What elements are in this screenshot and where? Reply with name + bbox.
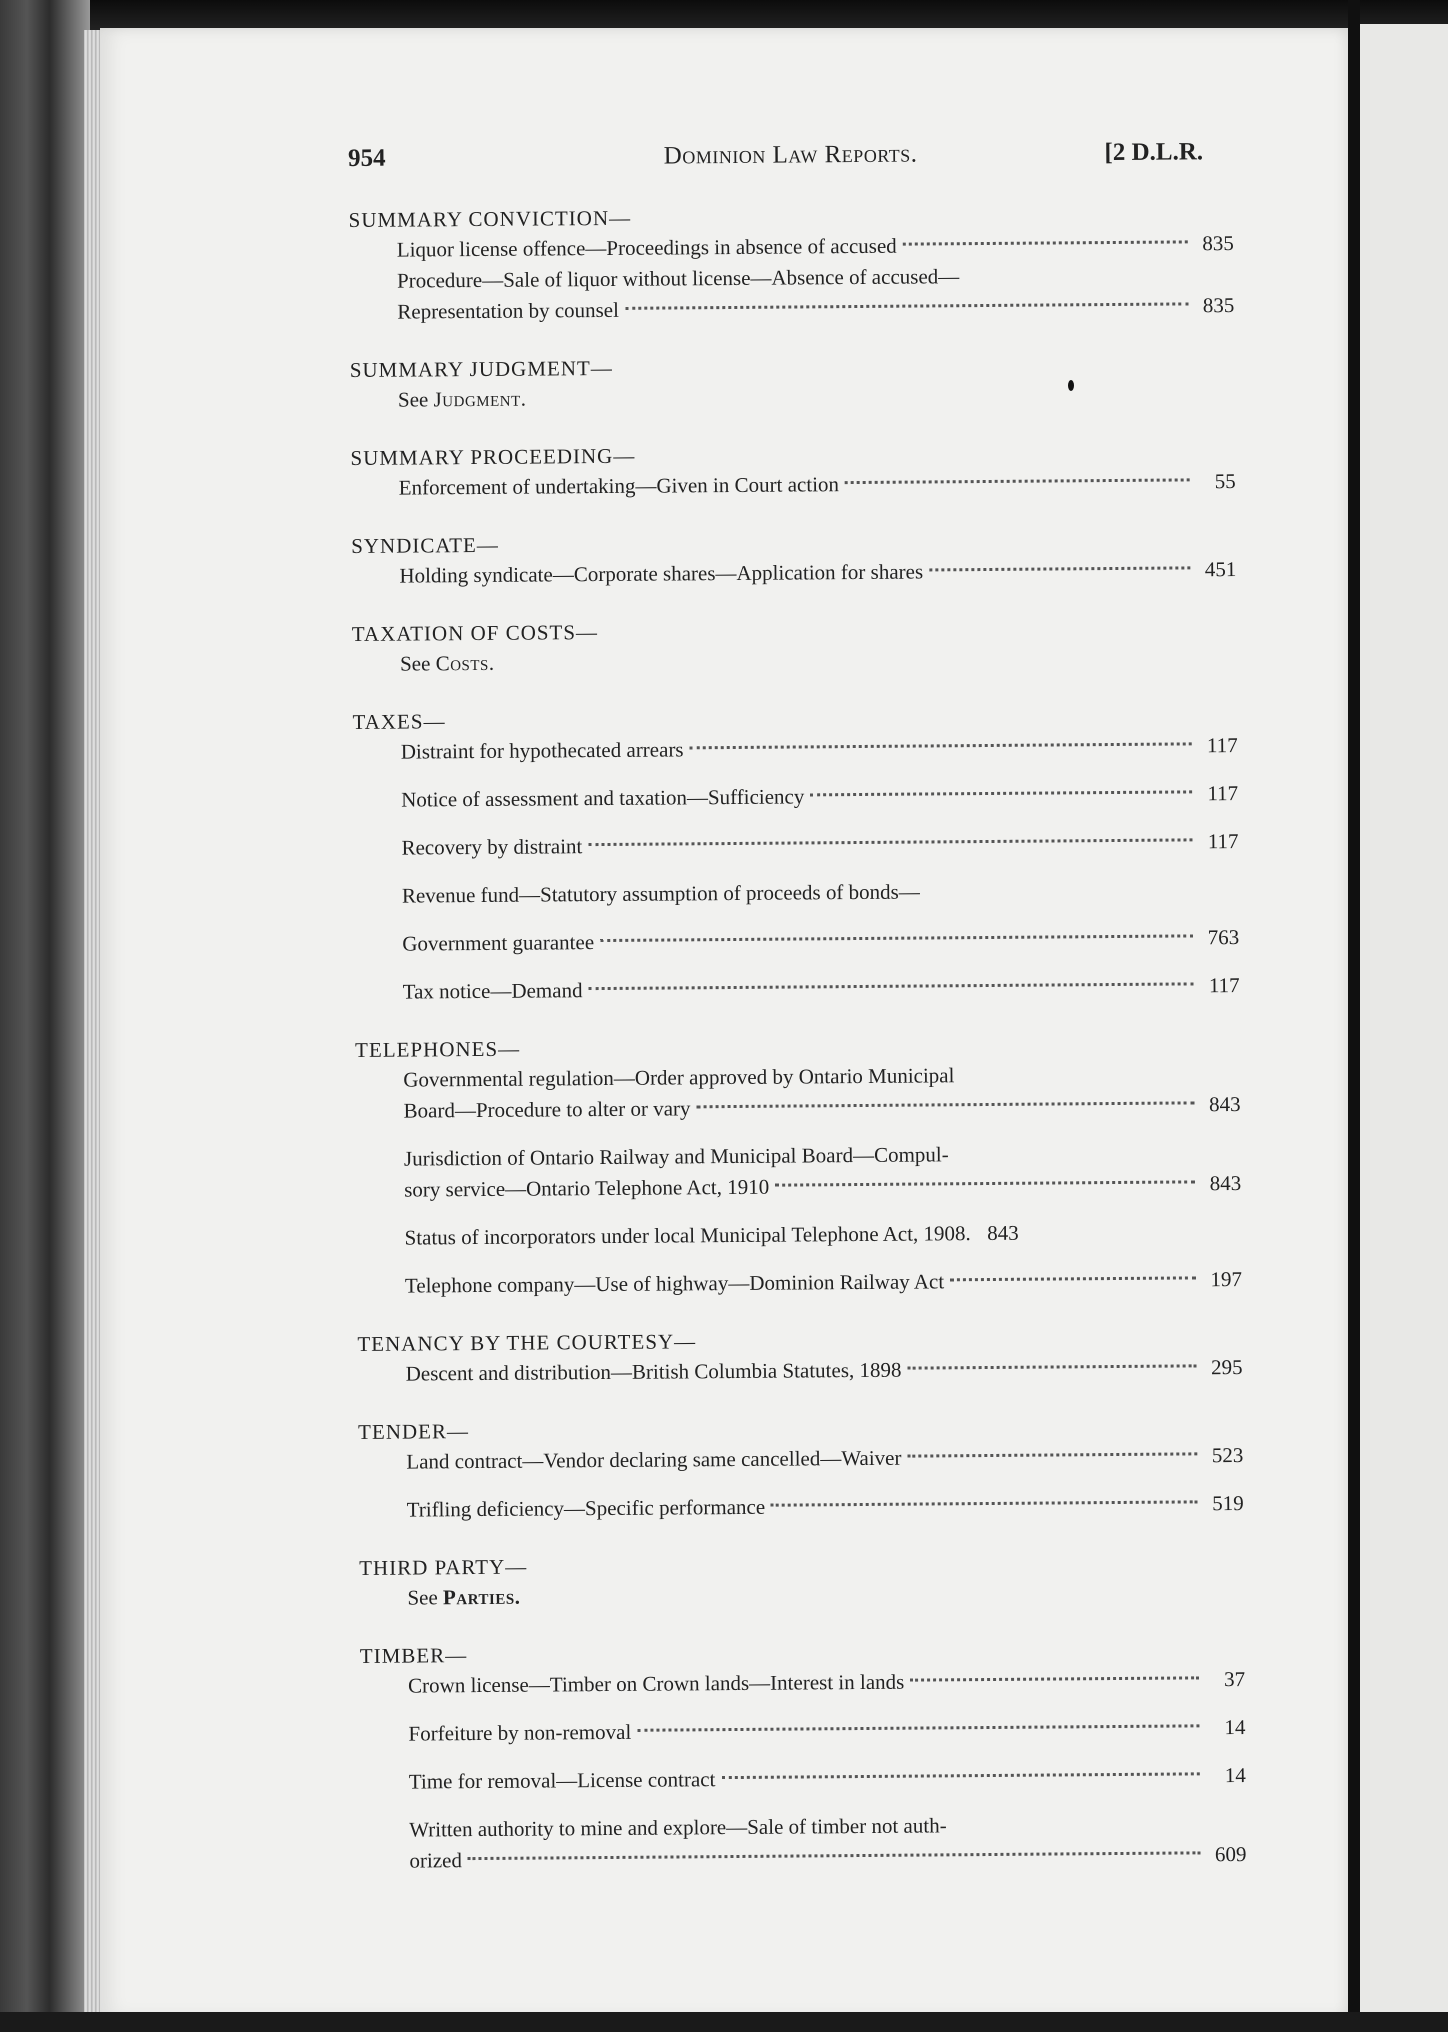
entry-text: Land contract—Vendor declaring same cancelled—Waiver	[406, 1445, 902, 1474]
index-heading: TELEPHONES—	[355, 1036, 521, 1062]
index-heading: TAXATION OF COSTS—	[351, 620, 599, 646]
ink-speck	[1068, 380, 1074, 391]
entry-text: Descent and distribution—British Columbia Statutes, 1898	[405, 1357, 902, 1386]
entry-text-line1: Procedure—Sale of liquor without license—Absence of accused—	[396, 264, 960, 293]
dot-leader	[929, 566, 1190, 571]
entry-text: Status of incorporators under local Municipal Telephone Act, 1908.	[404, 1221, 971, 1250]
index-entry	[354, 922, 1239, 960]
entry-text-line2: Board—Procedure to alter or vary	[403, 1096, 691, 1123]
entry-text: Distraint for hypothecated arrears	[400, 737, 684, 764]
entry-page: 14	[1224, 1715, 1246, 1740]
index-heading: TAXES—	[352, 709, 446, 734]
entry-text: Enforcement of undertaking—Given in Court action	[398, 472, 840, 500]
dot-leader	[845, 478, 1190, 484]
dot-leader	[588, 838, 1192, 846]
index-group-syndicate	[351, 524, 1236, 592]
entry-text: Telephone company—Use of highway—Dominion Railway Act	[404, 1269, 945, 1298]
dot-leader	[600, 934, 1193, 942]
running-head	[348, 138, 1233, 185]
facing-page	[1360, 24, 1448, 2019]
see-label: See	[397, 387, 429, 412]
scan-bottom-edge	[0, 2012, 1448, 2032]
see-label: See	[407, 1585, 438, 1610]
dot-leader	[775, 1180, 1195, 1186]
index-group-tender	[358, 1410, 1244, 1526]
entry-text: Trifling deficiency—Specific performance	[406, 1494, 766, 1522]
dot-leader	[696, 1101, 1194, 1108]
entry-page: 117	[1207, 829, 1239, 854]
dot-leader	[589, 982, 1194, 990]
index-group-taxes	[352, 700, 1239, 1008]
entry-text-line2: orized	[409, 1848, 463, 1873]
entry-text-line2: Government guarantee	[402, 930, 595, 956]
publication-title: Dominion Law Reports.	[663, 140, 918, 170]
index-entry	[356, 1216, 1241, 1254]
see-reference: Parties.	[442, 1584, 521, 1610]
index-entry	[361, 1760, 1246, 1798]
index-group-third-party	[359, 1546, 1244, 1614]
dot-leader	[910, 1676, 1199, 1681]
index-group-taxation-of-costs	[352, 612, 1237, 680]
index-entry	[349, 290, 1234, 328]
entry-text: Crown license—Timber on Crown lands—Interest in lands	[408, 1669, 905, 1698]
index-entry	[353, 826, 1238, 864]
entry-text-line2: sory service—Ontario Telephone Act, 1910	[404, 1174, 770, 1202]
see-label: See	[399, 651, 431, 676]
entry-text: Liquor license offence—Proceedings in absence of accused	[396, 233, 897, 262]
see-reference: Costs.	[435, 650, 495, 676]
entry-page: 14	[1224, 1762, 1246, 1788]
entry-text: Forfeiture by non-removal	[408, 1719, 632, 1746]
index-heading: SYNDICATE—	[351, 532, 499, 558]
index-entry	[359, 1488, 1244, 1526]
entry-text: Recovery by distraint	[401, 834, 583, 860]
page-content	[348, 138, 1247, 1904]
page-number: 954	[348, 144, 386, 172]
index-entry	[360, 1664, 1245, 1702]
index-entry	[355, 1089, 1240, 1127]
dot-leader	[468, 1851, 1201, 1860]
entry-page: 295	[1211, 1355, 1243, 1380]
index-heading: SUMMARY JUDGMENT—	[349, 355, 613, 382]
index-heading: THIRD PARTY—	[359, 1554, 528, 1580]
index-heading: TIMBER—	[359, 1643, 468, 1668]
entry-page: 843	[987, 1220, 1019, 1246]
entry-page: 609	[1214, 1841, 1247, 1867]
index-heading: TENDER—	[358, 1419, 470, 1444]
index-entry	[351, 554, 1236, 592]
entry-page: 451	[1204, 557, 1237, 582]
scan-top-edge	[0, 0, 1448, 30]
dot-leader	[721, 1772, 1199, 1779]
see-also	[359, 1576, 1244, 1614]
entry-text: Holding syndicate—Corporate shares—Application for shares	[399, 559, 924, 588]
entry-page: 117	[1208, 973, 1240, 998]
entry-text-line1: Jurisdiction of Ontario Railway and Municipal Board—Compul-	[403, 1142, 949, 1171]
index-entry	[356, 1168, 1241, 1206]
entry-text-line2: Representation by counsel	[397, 297, 620, 324]
entry-page: 523	[1211, 1443, 1244, 1468]
entry-text: Tax notice—Demand	[402, 978, 583, 1004]
index-heading: SUMMARY CONVICTION—	[348, 205, 632, 232]
entry-page: 519	[1212, 1491, 1244, 1516]
index-entry	[353, 730, 1238, 768]
index-group-telephones	[355, 1028, 1242, 1302]
gutter	[1348, 0, 1360, 2032]
dot-leader	[907, 1364, 1196, 1369]
volume-reference: [2 D.L.R.	[1104, 138, 1204, 167]
index-entry	[358, 1352, 1243, 1390]
entry-page: 117	[1206, 733, 1238, 758]
index-group-tenancy-by-the-courtesy	[357, 1322, 1242, 1390]
entry-text-line1: Governmental regulation—Order approved by Ontario Municipal	[403, 1063, 955, 1092]
index-entry	[355, 970, 1240, 1008]
index-entry	[358, 1440, 1243, 1478]
dot-leader	[690, 742, 1192, 749]
index-heading: TENANCY BY THE COURTESY—	[357, 1329, 697, 1356]
dot-leader	[907, 1452, 1197, 1457]
dot-leader	[625, 302, 1188, 309]
entry-page: 835	[1202, 293, 1235, 318]
entry-text-line1: Revenue fund—Statutory assumption of proceeds of bonds—	[401, 879, 920, 908]
index-group-summary-proceeding	[350, 436, 1235, 504]
entry-page: 55	[1214, 469, 1236, 494]
entry-page: 843	[1209, 1171, 1242, 1196]
index-group-summary-judgment	[350, 348, 1235, 416]
dot-leader	[950, 1276, 1196, 1281]
entry-text: Notice of assessment and taxation—Sufficiency	[401, 784, 805, 812]
see-also	[350, 378, 1235, 416]
entry-page: 37	[1223, 1667, 1246, 1692]
index-entry	[351, 466, 1236, 504]
index-entry	[357, 1264, 1242, 1302]
book-spine	[0, 0, 90, 2032]
entry-page: 843	[1208, 1092, 1241, 1117]
entry-page: 117	[1207, 781, 1239, 806]
see-reference: Judgment.	[433, 386, 527, 412]
entry-page: 197	[1210, 1267, 1243, 1292]
see-also	[352, 642, 1237, 680]
dot-leader	[903, 240, 1188, 245]
entry-page: 763	[1207, 925, 1240, 950]
index-group-timber	[360, 1634, 1247, 1877]
index-group-summary-conviction	[348, 198, 1234, 328]
entry-page: 835	[1202, 231, 1234, 256]
dot-leader	[771, 1500, 1198, 1506]
dot-leader	[810, 790, 1192, 796]
entry-text: Time for removal—License contract	[408, 1767, 716, 1794]
dot-leader	[637, 1724, 1199, 1731]
index-entry	[353, 778, 1238, 816]
index-heading: SUMMARY PROCEEDING—	[350, 443, 636, 470]
entry-text-line1: Written authority to mine and explore—Sale of timber not auth-	[409, 1813, 947, 1842]
index-entry	[360, 1712, 1245, 1750]
